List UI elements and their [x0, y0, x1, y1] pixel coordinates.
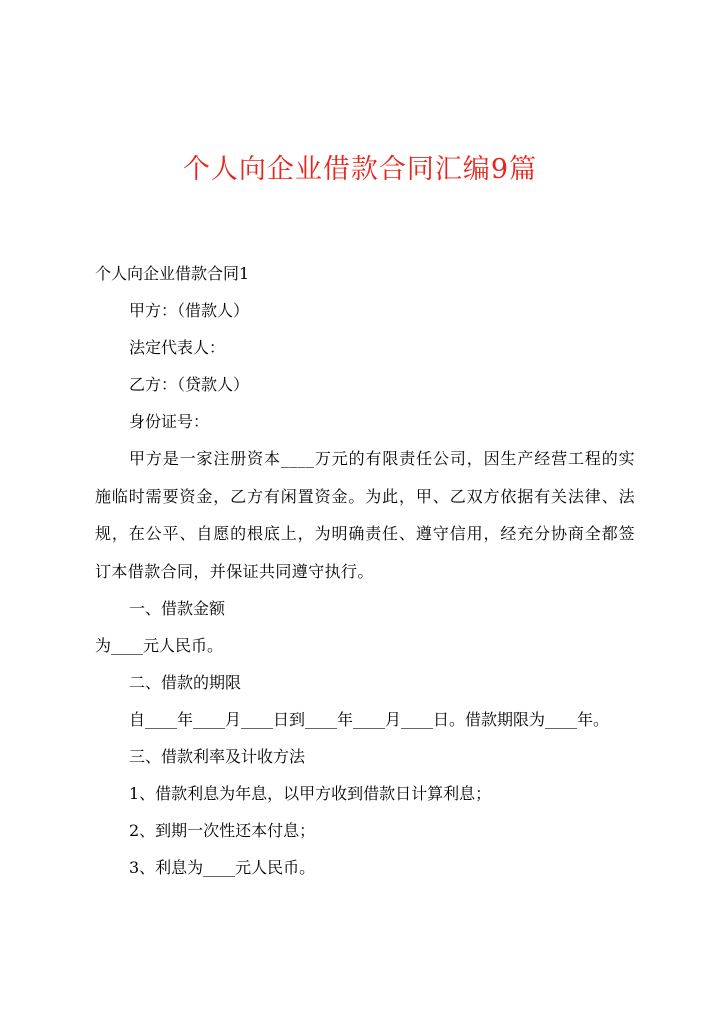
- party-a-line: 甲方：（借款人）: [129, 301, 250, 320]
- document-body: [95, 255, 635, 886]
- clause1-text: 为____元人民币。: [95, 636, 224, 655]
- clause3-heading: 三、借款利率及计收方法: [129, 747, 306, 766]
- document-title: 个人向企业借款合同汇编9篇: [182, 154, 538, 185]
- clause3-item1: 1、借款利息为年息，以甲方收到借款日计算利息；: [129, 784, 492, 803]
- clause2-text: 自____年____月____日到____年____月____日。借款期限为____年。: [129, 710, 610, 729]
- clause3-item2: 2、到期一次性还本付息；: [129, 821, 316, 840]
- intro-paragraph: 甲方是一家注册资本____万元的有限责任公司，因生产经营工程的实施临时需要资金，乙方有闲置资金。为此，甲、乙双方依据有关法律、法规，在公平、自愿的根底上，为明确责任、遵守信用，经充分协商全都签订本借款合同，并保证共同遵守执行。: [95, 449, 635, 581]
- section-heading: 个人向企业借款合同1: [95, 264, 250, 283]
- clause2-heading: 二、借款的期限: [129, 673, 242, 692]
- clause3-item3: 3、利息为____元人民币。: [129, 858, 316, 877]
- party-b-line: 乙方：（贷款人）: [129, 375, 250, 394]
- clause1-heading: 一、借款金额: [129, 599, 226, 618]
- id-number-line: 身份证号：: [129, 412, 210, 431]
- legal-rep-line: 法定代表人：: [129, 338, 226, 357]
